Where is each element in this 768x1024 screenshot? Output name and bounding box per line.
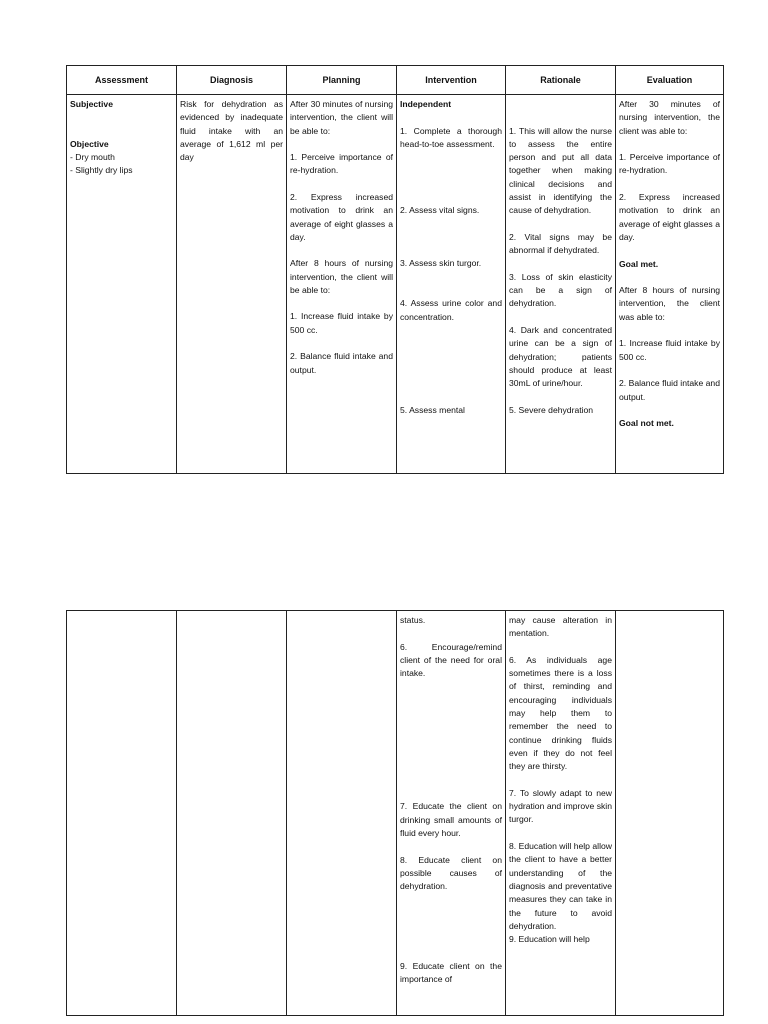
intervention-item: 6. Encourage/remind client of the need for oral intake. xyxy=(400,641,502,679)
intervention-item: 2. Assess vital signs. xyxy=(400,205,480,216)
header-diagnosis: Diagnosis xyxy=(177,66,287,95)
goal-status: Goal met. xyxy=(619,258,659,269)
rationale-item: 9. Education will help xyxy=(509,934,590,945)
assessment-cell xyxy=(67,611,177,1016)
header-assessment: Assessment xyxy=(67,66,177,95)
rationale-item: 4. Dark and concentrated urine can be a sign of dehydration; patients should produce at least 30mL of urine/hour. xyxy=(509,325,612,389)
header-planning: Planning xyxy=(287,66,397,95)
intervention-item: 3. Assess skin turgor. xyxy=(400,258,482,269)
intervention-cell xyxy=(397,611,506,1016)
planning-goal-item: 1. Increase fluid intake by 500 cc. xyxy=(290,311,393,335)
evaluation-item: 2. Express increased motivation to drink an average of eight glasses a day. xyxy=(619,192,720,242)
header-row xyxy=(67,66,724,95)
subjective-label: Subjective xyxy=(70,99,113,109)
intervention-item: 5. Assess mental xyxy=(400,404,465,415)
planning-cell xyxy=(287,611,397,1016)
intervention-item: 9. Educate client on the importance of xyxy=(400,960,502,984)
planning-goal-item: 1. Perceive importance of re-hydration. xyxy=(290,152,393,176)
evaluation-cell xyxy=(616,611,724,1016)
planning-cell xyxy=(287,95,397,474)
rationale-item: 2. Vital signs may be abnormal if dehydrated. xyxy=(509,231,612,256)
evaluation-intro: After 30 minutes of nursing intervention, the client was able to: xyxy=(619,99,720,136)
planning-goal-intro: After 30 minutes of nursing intervention, the client will be able to: xyxy=(290,99,393,136)
diagnosis-cell xyxy=(177,611,287,1016)
rationale-item: 6. As individuals age sometimes there is a loss of thirst, reminding and encouraging individuals may help them to remember the need to continue drinking fluids even if they do not feel they are thirsty. xyxy=(509,654,612,772)
table-row xyxy=(67,95,724,474)
rationale-item: 8. Education will help allow the client to have a better understanding of the diagnosis and preventative measures they can take in the future to avoid dehydration. xyxy=(509,841,612,931)
care-plan-table-page2 xyxy=(66,610,724,1016)
objective-item: - Slightly dry lips xyxy=(70,165,133,176)
planning-goal-intro: After 8 hours of nursing intervention, the client will be able to: xyxy=(290,258,393,295)
intervention-item: 1. Complete a thorough head-to-toe assessment. xyxy=(400,125,502,149)
intervention-heading: Independent xyxy=(400,99,452,109)
header-rationale: Rationale xyxy=(506,66,616,95)
intervention-cell xyxy=(397,95,506,474)
diagnosis-cell xyxy=(177,95,287,474)
rationale-item: 5. Severe dehydration xyxy=(509,404,594,415)
planning-goal-item: 2. Balance fluid intake and output. xyxy=(290,351,393,375)
intervention-item: 7. Educate the client on drinking small amounts of fluid every hour. xyxy=(400,801,502,839)
rationale-cell xyxy=(506,95,616,474)
evaluation-item: 1. Increase fluid intake by 500 cc. xyxy=(619,338,720,362)
rationale-cell xyxy=(506,611,616,1016)
evaluation-item: 1. Perceive importance of re-hydration. xyxy=(619,152,720,176)
diagnosis-text: Risk for dehydration as evidenced by inadequate fluid intake with an average of 1,612 ml per day xyxy=(180,99,283,163)
evaluation-cell xyxy=(616,95,724,474)
rationale-item: 7. To slowly adapt to new hydration and improve skin turgor. xyxy=(509,787,612,825)
care-plan-table-page1 xyxy=(66,65,724,474)
table-row xyxy=(67,611,724,1016)
evaluation-intro: After 8 hours of nursing intervention, the client was able to: xyxy=(619,285,720,322)
intervention-item: 8. Educate client on possible causes of dehydration. xyxy=(400,854,502,892)
objective-item: - Dry mouth xyxy=(70,152,115,163)
intervention-item: 4. Assess urine color and concentration. xyxy=(400,298,502,322)
assessment-cell xyxy=(67,95,177,474)
rationale-item: 1. This will allow the nurse to assess the entire person and put all data together when making clinical decisions and assist in identifying the cause of dehydration. xyxy=(509,125,612,216)
header-evaluation: Evaluation xyxy=(616,66,724,95)
rationale-item: may cause alteration in mentation. xyxy=(509,615,612,639)
objective-label: Objective xyxy=(70,138,109,149)
goal-status: Goal not met. xyxy=(619,418,674,429)
evaluation-item: 2. Balance fluid intake and output. xyxy=(619,378,720,402)
planning-goal-item: 2. Express increased motivation to drink an average of eight glasses a day. xyxy=(290,192,393,242)
rationale-item: 3. Loss of skin elasticity can be a sign of dehydration. xyxy=(509,271,612,309)
intervention-item: status. xyxy=(400,615,426,625)
header-intervention: Intervention xyxy=(397,66,506,95)
